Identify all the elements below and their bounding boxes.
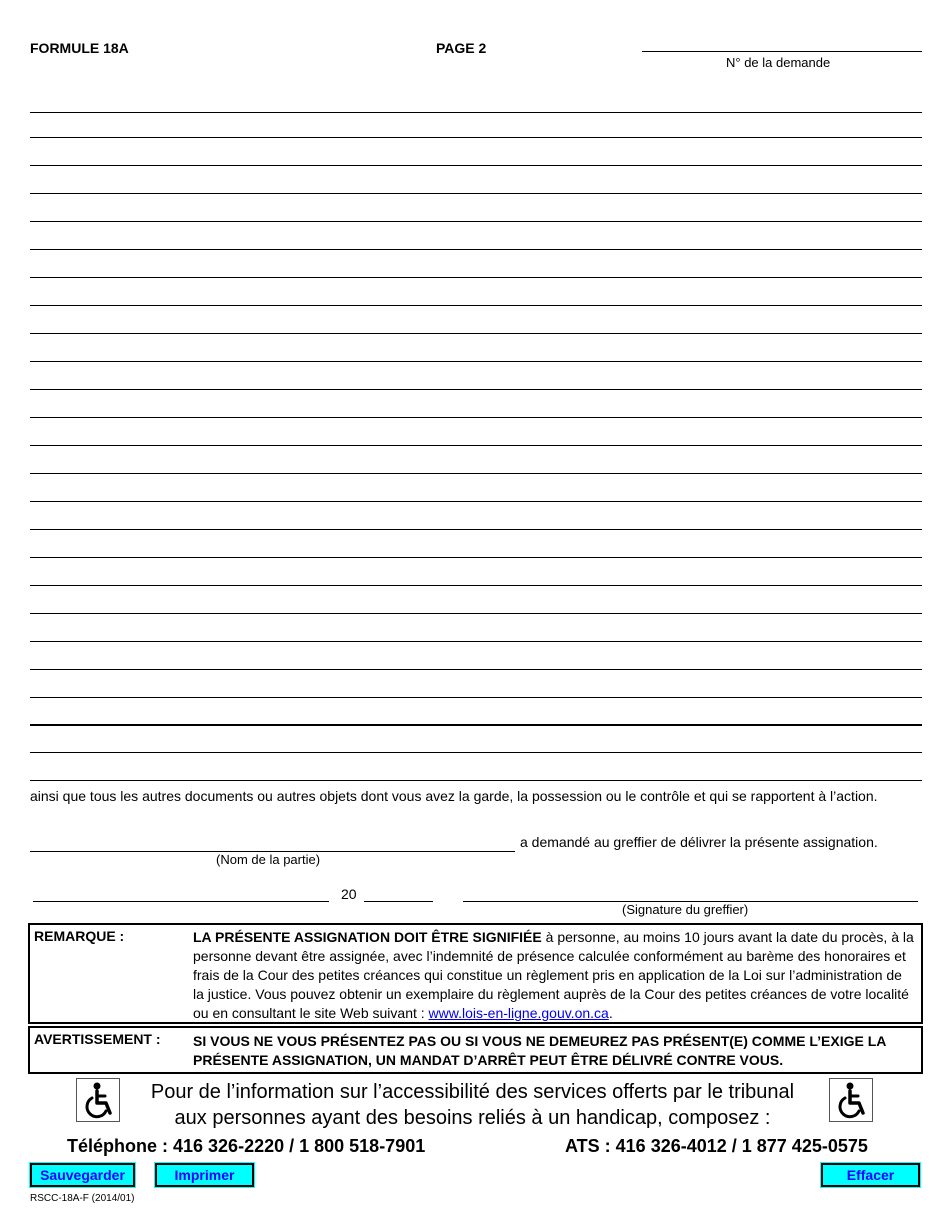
date-field[interactable] (33, 901, 329, 902)
note-text (193, 928, 915, 1023)
year-prefix: 20 (341, 886, 357, 902)
writing-line[interactable] (30, 501, 922, 502)
clerk-signature-caption: (Signature du greffier) (622, 902, 749, 917)
requested-clerk-text: a demandé au greffier de délivrer la présente assignation. (520, 834, 878, 850)
writing-line[interactable] (30, 193, 922, 194)
writing-line[interactable] (30, 249, 922, 250)
writing-line[interactable] (30, 529, 922, 530)
page-label: PAGE 2 (436, 40, 487, 56)
claim-number-caption: N° de la demande (726, 55, 831, 70)
writing-line[interactable] (30, 112, 922, 113)
writing-line[interactable] (30, 389, 922, 390)
writing-line[interactable] (30, 445, 922, 446)
writing-line[interactable] (30, 780, 922, 781)
writing-line[interactable] (30, 137, 922, 138)
tty-numbers: ATS : 416 326-4012 / 1 877 425-0575 (565, 1136, 868, 1156)
accessibility-line-1: Pour de l’information sur l’accessibilité des services offerts par le tribunal (150, 1081, 795, 1103)
note-end: . (608, 1005, 613, 1021)
writing-line[interactable] (30, 613, 922, 614)
save-button[interactable]: Sauvegarder (30, 1163, 135, 1187)
wheelchair-icon (76, 1078, 120, 1122)
writing-line[interactable] (30, 305, 922, 306)
writing-line[interactable] (30, 361, 922, 362)
writing-line[interactable] (30, 585, 922, 586)
writing-line[interactable] (30, 724, 922, 726)
writing-line[interactable] (30, 697, 922, 698)
form-label: FORMULE 18A (30, 40, 129, 56)
writing-line[interactable] (30, 752, 922, 753)
writing-line[interactable] (30, 557, 922, 558)
writing-line[interactable] (30, 165, 922, 166)
phone-numbers: Téléphone : 416 326-2220 / 1 800 518-7901 (67, 1136, 426, 1156)
note-label: REMARQUE : (34, 928, 125, 944)
warning-label: AVERTISSEMENT : (34, 1031, 161, 1047)
documents-sentence: ainsi que tous les autres documents ou autres objets dont vous avez la garde, la possession ou le contrôle et qui se rapportent à l’action. (30, 788, 878, 804)
party-name-caption: (Nom de la partie) (216, 852, 321, 867)
clear-button[interactable]: Effacer (821, 1163, 920, 1187)
claim-number-field[interactable] (642, 51, 922, 52)
warning-text: SI VOUS NE VOUS PRÉSENTEZ PAS OU SI VOUS NE DEMEUREZ PAS PRÉSENT(E) COMME L’EXIGE LA PRÉSENTE ASSIGNATION, UN MANDAT D’ARRÊT PEUT ÊTRE DÉLIVRÉ CONTRE VOUS. (193, 1033, 886, 1068)
print-button[interactable]: Imprimer (155, 1163, 254, 1187)
note-body: à personne, au moins 10 jours avant la date du procès, à la personne devant être assignée, avec l’indemnité de présence calculée conformément au barème des honoraires et frais de la Cour des petites créances qui constitue un règlement pris en application de la Loi sur l’administration de la justice. Vous pouvez obtenir un exemplaire du règlement auprès de la Cour des petites créances de votre localité ou en consultant le site Web suivant : (193, 929, 914, 1021)
note-bold-lead: LA PRÉSENTE ASSIGNATION DOIT ÊTRE SIGNIFIÉE (193, 929, 542, 945)
accessibility-line-2: aux personnes ayant des besoins reliés à un handicap, composez : (174, 1107, 771, 1129)
form-code: RSCC-18A-F (2014/01) (30, 1193, 135, 1204)
year-field[interactable] (364, 901, 433, 902)
writing-line[interactable] (30, 277, 922, 278)
writing-line[interactable] (30, 417, 922, 418)
writing-line[interactable] (30, 641, 922, 642)
writing-line[interactable] (30, 669, 922, 670)
wheelchair-icon (829, 1078, 873, 1122)
writing-line[interactable] (30, 221, 922, 222)
writing-line[interactable] (30, 473, 922, 474)
writing-line[interactable] (30, 333, 922, 334)
website-link[interactable]: www.lois-en-ligne.gouv.on.ca (428, 1005, 609, 1021)
